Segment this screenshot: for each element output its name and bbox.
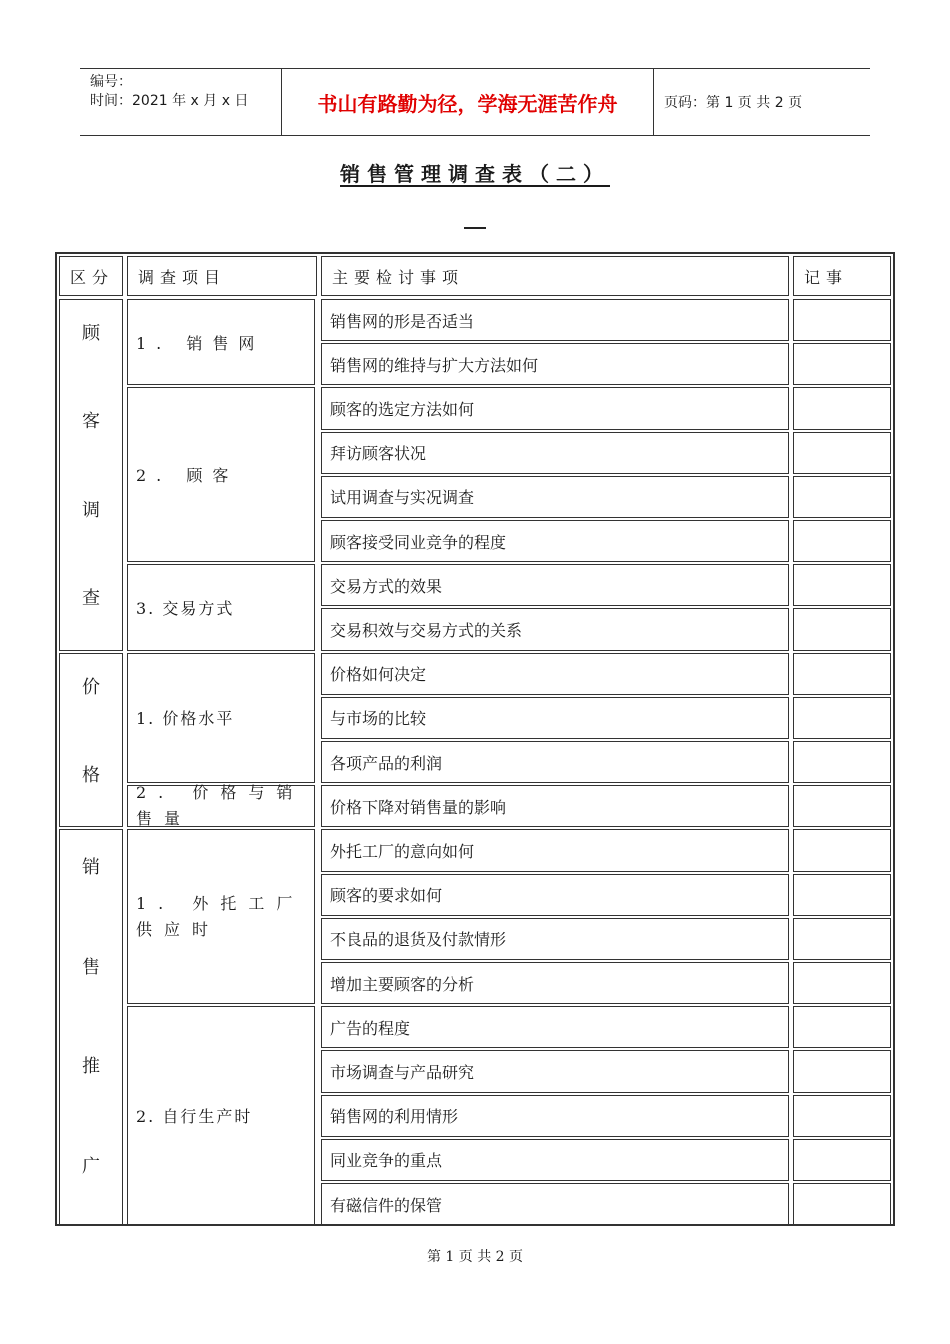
check-cell: 不良品的退货及付款情形	[321, 918, 789, 960]
zone-char: 广	[82, 1155, 100, 1177]
note-cell	[793, 918, 891, 960]
note-cell	[793, 1139, 891, 1181]
check-cell: 销售网的利用情形	[321, 1095, 789, 1137]
note-cell	[793, 343, 891, 385]
zone-char: 客	[82, 411, 100, 433]
number-label: 编号：	[90, 74, 132, 90]
note-cell	[793, 432, 891, 474]
note-cell	[793, 299, 891, 341]
note-cell	[793, 697, 891, 739]
header-item: 调查项目	[127, 256, 317, 296]
check-cell: 价格如何决定	[321, 653, 789, 695]
zone-char: 价	[82, 676, 100, 698]
header-note: 记事	[793, 256, 891, 296]
header-info	[80, 69, 282, 135]
check-cell: 广告的程度	[321, 1006, 789, 1048]
note-cell	[793, 829, 891, 871]
note-cell	[793, 962, 891, 1004]
check-cell: 交易方式的效果	[321, 564, 789, 606]
check-cell: 增加主要顾客的分析	[321, 962, 789, 1004]
check-cell: 各项产品的利润	[321, 741, 789, 783]
item-cell: 1. 价格水平	[127, 653, 315, 784]
document-header	[80, 68, 870, 136]
check-cell: 销售网的维持与扩大方法如何	[321, 343, 789, 385]
check-cell: 试用调查与实况调查	[321, 476, 789, 518]
item-cell: 2. 顾客	[127, 387, 315, 562]
zone-cell	[59, 829, 123, 1225]
zone-cell	[59, 299, 123, 651]
check-cell: 拜访顾客状况	[321, 432, 789, 474]
note-cell	[793, 387, 891, 429]
header-zone: 区分	[59, 256, 123, 296]
check-cell: 外托工厂的意向如何	[321, 829, 789, 871]
check-cell: 顾客的要求如何	[321, 874, 789, 916]
check-cell: 顾客的选定方法如何	[321, 387, 789, 429]
check-cell: 与市场的比较	[321, 697, 789, 739]
check-cell: 价格下降对销售量的影响	[321, 785, 789, 827]
zone-cell	[59, 653, 123, 828]
note-cell	[793, 1050, 891, 1092]
note-cell	[793, 476, 891, 518]
note-cell	[793, 741, 891, 783]
note-cell	[793, 1006, 891, 1048]
motto: 书山有路勤为径，学海无涯苦作舟	[282, 69, 654, 135]
page-footer: 第 1 页 共 2 页	[426, 1249, 524, 1265]
check-cell: 交易积效与交易方式的关系	[321, 608, 789, 650]
check-cell: 市场调查与产品研究	[321, 1050, 789, 1092]
note-cell	[793, 1183, 891, 1225]
note-cell	[793, 1095, 891, 1137]
page-title-text: 销售管理调查表（二）	[340, 162, 610, 186]
zone-char: 销	[82, 857, 100, 879]
check-cell: 同业竞争的重点	[321, 1139, 789, 1181]
note-cell	[793, 653, 891, 695]
item-cell: 1. 销售网	[127, 299, 315, 385]
survey-table	[55, 252, 895, 1226]
check-cell: 销售网的形是否适当	[321, 299, 789, 341]
note-cell	[793, 785, 891, 827]
page-title	[0, 158, 950, 187]
note-cell	[793, 564, 891, 606]
title-dash	[464, 227, 486, 229]
time-label: 时间：2021 年 x 月 x 日	[90, 93, 249, 109]
zone-char: 推	[82, 1056, 100, 1078]
header-check: 主要检讨事项	[321, 256, 789, 296]
zone-char: 调	[82, 499, 100, 521]
zone-char: 售	[82, 956, 100, 978]
item-cell: 3. 交易方式	[127, 564, 315, 650]
zone-char: 查	[82, 588, 100, 610]
zone-char: 顾	[82, 322, 100, 344]
item-cell: 2. 自行生产时	[127, 1006, 315, 1225]
item-cell: 1. 外托工厂供应时	[127, 829, 315, 1004]
item-cell: 2. 价格与销售量	[127, 785, 315, 827]
check-cell: 有磁信件的保管	[321, 1183, 789, 1225]
check-cell: 顾客接受同业竞争的程度	[321, 520, 789, 562]
page-label: 页码：第 1 页 共 2 页	[664, 95, 803, 111]
zone-char: 格	[82, 764, 100, 786]
note-cell	[793, 874, 891, 916]
note-cell	[793, 608, 891, 650]
note-cell	[793, 520, 891, 562]
